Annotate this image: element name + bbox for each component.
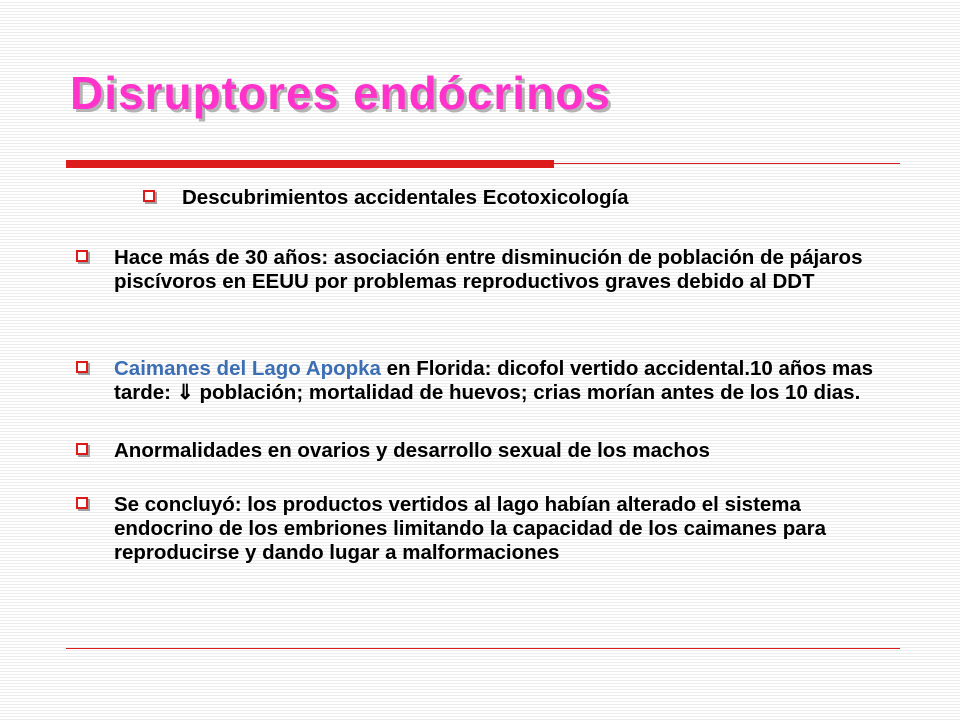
bullet-item-ddt	[76, 246, 896, 294]
bullet-item-caimanes	[76, 357, 896, 405]
square-bullet-icon	[76, 361, 88, 373]
subheading-text: Descubrimientos accidentales Ecotoxicología	[182, 186, 629, 209]
footer-divider	[66, 648, 900, 649]
bullet-text	[114, 357, 896, 405]
slide-title: Disruptores endócrinos	[70, 67, 611, 119]
square-bullet-icon	[76, 250, 88, 262]
subheading	[143, 186, 863, 210]
bullet-item-conclusion	[76, 493, 896, 565]
title-divider-thick	[66, 160, 554, 168]
bullet-item-anormalidades	[76, 439, 896, 463]
square-bullet-icon	[76, 497, 88, 509]
bullet-text-rest: en Florida: dicofol vertido accidental.10 años mas tarde: ⇓ población; mortalidad de huevos; crias morían antes de los 10 dias.	[114, 357, 874, 404]
highlighted-term: Caimanes del Lago Apopka	[114, 357, 381, 380]
bullet-text: Hace más de 30 años: asociación entre disminución de población de pájaros piscívoros en EEUU por problemas reproductivos graves debido al DDT	[114, 246, 863, 293]
bullet-text: Anormalidades en ovarios y desarrollo sexual de los machos	[114, 439, 710, 462]
square-bullet-icon	[143, 190, 155, 202]
square-bullet-icon	[76, 443, 88, 455]
bullet-text: Se concluyó: los productos vertidos al lago habían alterado el sistema endocrino de los embriones limitando la capacidad de los caimanes para reproducirse y dando lugar a malformaciones	[114, 493, 827, 564]
